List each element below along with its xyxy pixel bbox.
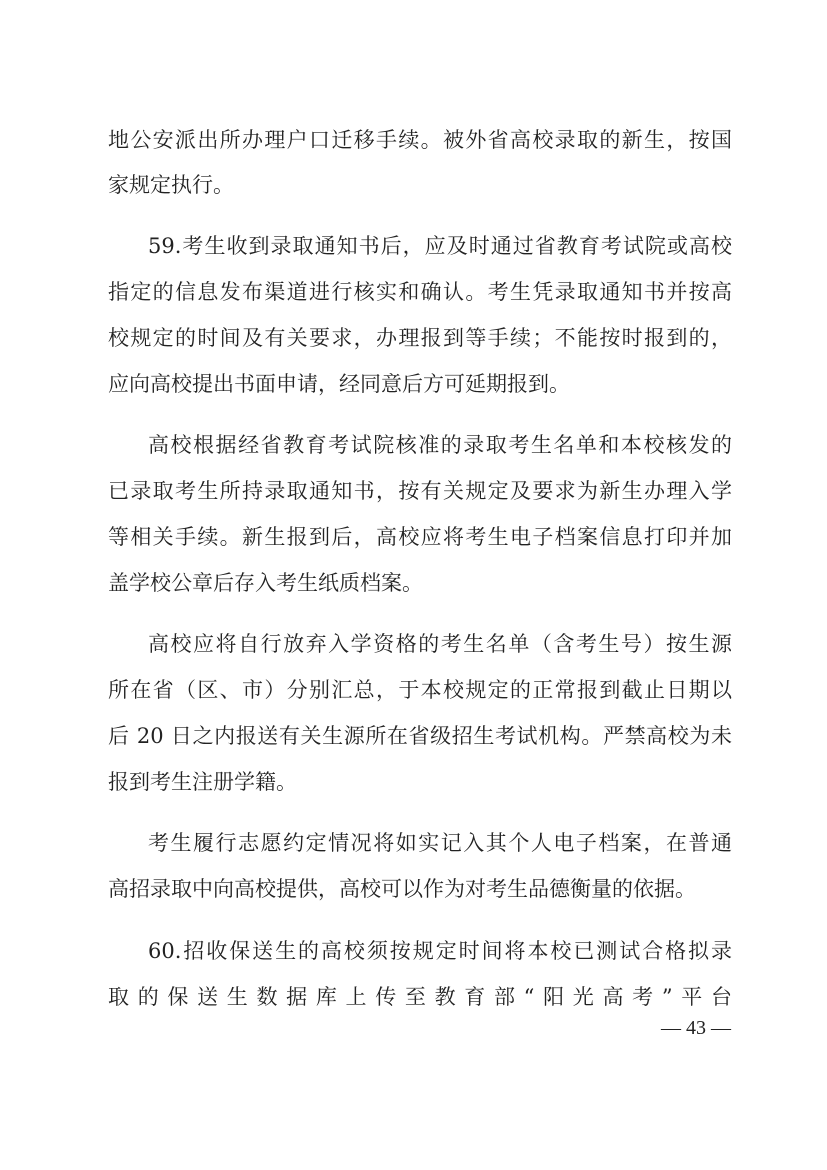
page-number: — 43 — bbox=[661, 1017, 731, 1039]
text-line: 家规定执行。 bbox=[108, 173, 234, 197]
text-line: 高校应将自行放弃入学资格的考生名单（含考生号）按生源 bbox=[148, 632, 732, 656]
text-line: 所在省（区、市）分别汇总，于本校规定的正常报到截止日期以 bbox=[108, 678, 732, 702]
text-line: 盖学校公章后存入考生纸质档案。 bbox=[108, 571, 423, 595]
text-line: 指定的信息发布渠道进行核实和确认。考生凭录取通知书并按高 bbox=[108, 280, 732, 304]
text-line: 报到考生注册学籍。 bbox=[108, 770, 297, 794]
text-line: 已录取考生所持录取通知书，按有关规定及要求为新生办理入学 bbox=[108, 479, 732, 503]
text-line: 应向高校提出书面申请，经同意后方可延期报到。 bbox=[108, 372, 570, 396]
text-line: 后 20 日之内报送有关生源所在省级招生考试机构。严禁高校为未 bbox=[108, 724, 732, 748]
text-line: 考生履行志愿约定情况将如实记入其个人电子档案，在普通 bbox=[148, 831, 732, 855]
text-line: 校规定的时间及有关要求，办理报到等手续；不能按时报到的， bbox=[108, 326, 732, 350]
text-line: 59.考生收到录取通知书后，应及时通过省教育考试院或高校 bbox=[148, 234, 732, 258]
text-line: 高校根据经省教育考试院核准的录取考生名单和本校核发的 bbox=[148, 433, 732, 457]
text-line: 地公安派出所办理户口迁移手续。被外省高校录取的新生，按国 bbox=[108, 128, 732, 152]
text-line: 取的保送生数据库上传至教育部“阳光高考”平台 bbox=[108, 985, 732, 1009]
text-line: 高招录取中向高校提供，高校可以作为对考生品德衡量的依据。 bbox=[108, 877, 696, 901]
text-line: 等相关手续。新生报到后，高校应将考生电子档案信息打印并加 bbox=[108, 525, 732, 549]
text-line: 60.招收保送生的高校须按规定时间将本校已测试合格拟录 bbox=[148, 939, 732, 963]
